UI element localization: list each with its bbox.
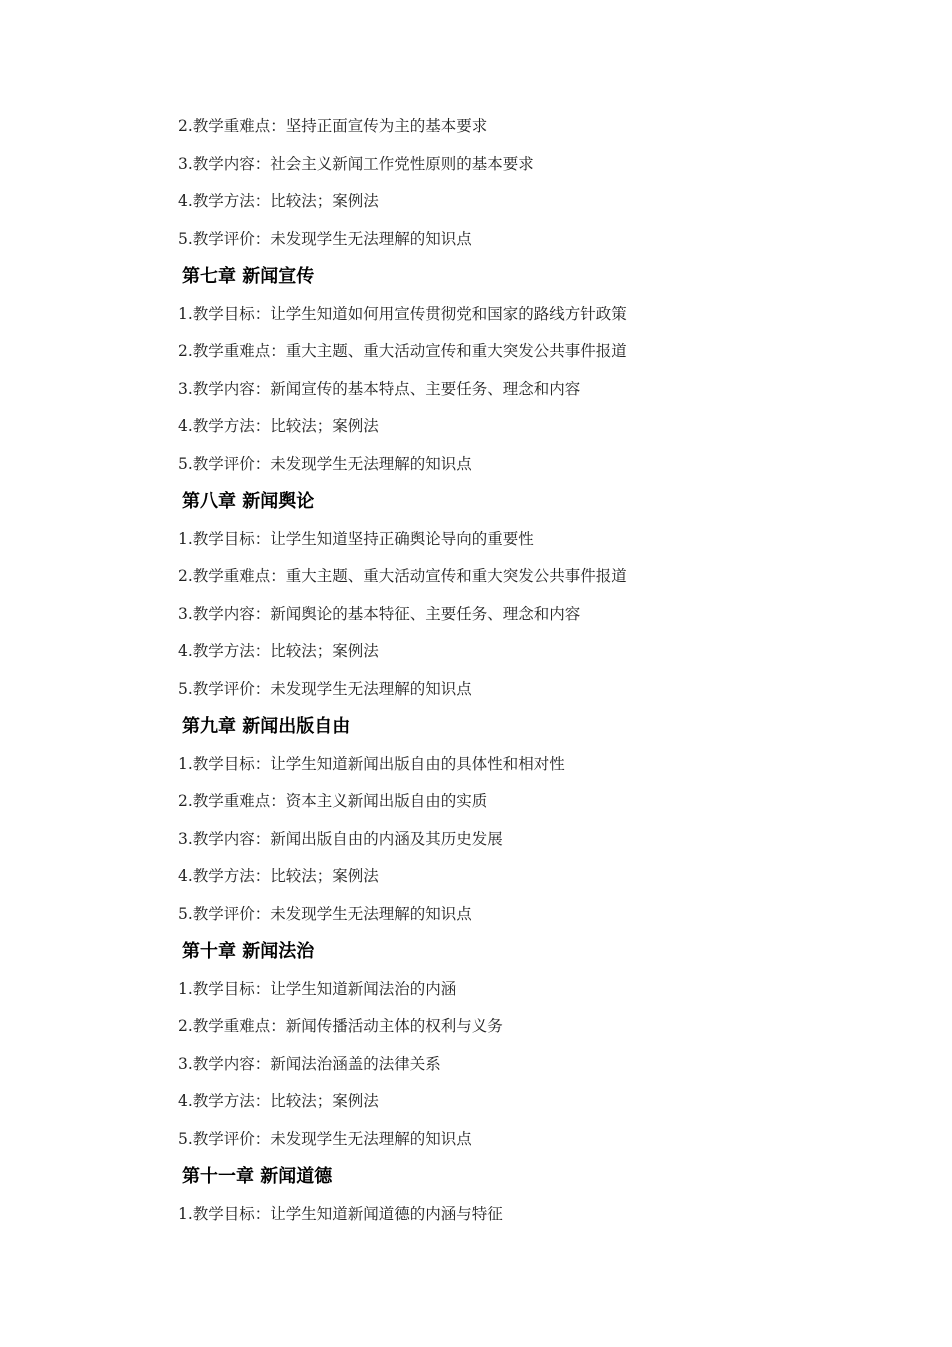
list-item: 1.教学目标：让学生知道新闻道德的内涵与特征 [178, 1204, 503, 1223]
chapter-heading: 第七章 新闻宣传 [182, 266, 315, 287]
list-item: 2.教学重难点：重大主题、重大活动宣传和重大突发公共事件报道 [178, 567, 627, 585]
list-item: 1.教学目标：让学生知道如何用宣传贯彻党和国家的路线方针政策 [178, 304, 627, 323]
document-page [178, 108, 878, 1233]
list-item: 1.教学目标：让学生知道新闻出版自由的具体性和相对性 [178, 754, 565, 773]
list-item: 2.教学重难点：重大主题、重大活动宣传和重大突发公共事件报道 [178, 342, 627, 360]
chapter-heading: 第九章 新闻出版自由 [182, 716, 351, 737]
list-item: 3.教学内容：新闻出版自由的内涵及其历史发展 [178, 829, 503, 848]
list-item: 2.教学重难点：坚持正面宣传为主的基本要求 [178, 117, 488, 135]
list-item: 2.教学重难点：资本主义新闻出版自由的实质 [178, 792, 488, 810]
list-item: 4.教学方法：比较法；案例法 [178, 192, 379, 210]
list-item: 4.教学方法：比较法；案例法 [178, 867, 379, 885]
list-item: 1.教学目标：让学生知道新闻法治的内涵 [178, 979, 457, 998]
chapter-heading: 第十一章 新闻道德 [182, 1166, 333, 1187]
list-item: 4.教学方法：比较法；案例法 [178, 1092, 379, 1110]
chapter-heading: 第十章 新闻法治 [182, 941, 315, 962]
list-item: 3.教学内容：新闻法治涵盖的法律关系 [178, 1054, 441, 1073]
list-item: 4.教学方法：比较法；案例法 [178, 417, 379, 435]
list-item: 5.教学评价：未发现学生无法理解的知识点 [178, 904, 472, 923]
list-item: 5.教学评价：未发现学生无法理解的知识点 [178, 229, 472, 248]
list-item: 3.教学内容：新闻舆论的基本特征、主要任务、理念和内容 [178, 604, 581, 623]
list-item: 5.教学评价：未发现学生无法理解的知识点 [178, 679, 472, 698]
list-item: 1.教学目标：让学生知道坚持正确舆论导向的重要性 [178, 529, 534, 548]
chapter-heading: 第八章 新闻舆论 [182, 491, 315, 512]
list-item: 5.教学评价：未发现学生无法理解的知识点 [178, 454, 472, 473]
list-item: 3.教学内容：新闻宣传的基本特点、主要任务、理念和内容 [178, 379, 581, 398]
list-item: 5.教学评价：未发现学生无法理解的知识点 [178, 1129, 472, 1148]
list-item: 4.教学方法：比较法；案例法 [178, 642, 379, 660]
list-item: 3.教学内容：社会主义新闻工作党性原则的基本要求 [178, 154, 534, 173]
list-item: 2.教学重难点：新闻传播活动主体的权利与义务 [178, 1017, 503, 1035]
